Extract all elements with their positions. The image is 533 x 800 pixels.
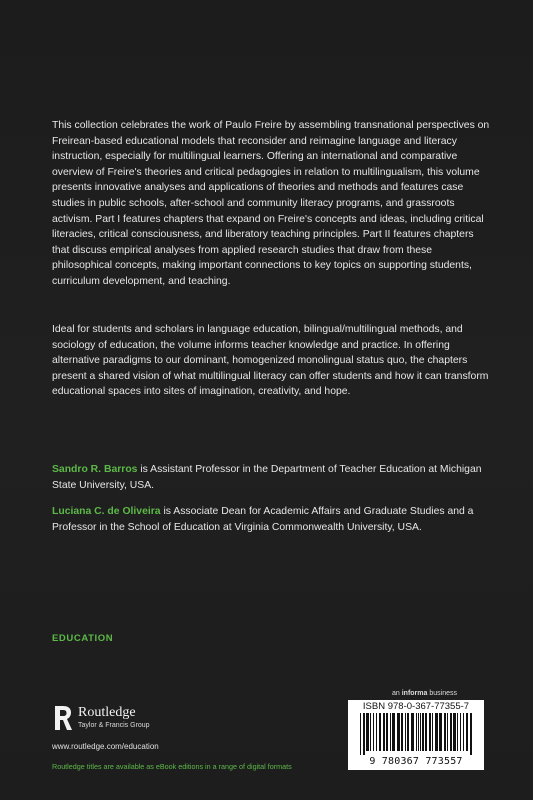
author-bio-2 [52,504,492,535]
barcode-stripe [439,713,442,751]
barcode-stripe [466,713,468,751]
barcode-stripe [390,713,391,751]
author-name-2: Luciana C. de Oliveira [52,506,161,517]
author-name-1: Sandro R. Barros [52,464,138,475]
informa-suffix: business [427,690,457,697]
barcode-stripe [416,713,417,751]
routledge-logo-icon [52,704,72,732]
isbn-label: ISBN 978-0-367-77355-7 [362,701,470,712]
barcode-stripe [457,713,458,751]
barcode-stripe [386,713,388,751]
barcode-stripe [453,713,456,751]
isbn-barcode [348,700,484,770]
informa-brand: informa [401,690,428,697]
barcode-stripe [420,713,421,751]
barcode-stripe [405,713,406,751]
barcode-stripe [425,713,427,751]
description-paragraph-2: Ideal for students and scholars in language education, bilingual/multilingual methods, and sociology of education, the volume informs teacher knowledge and practice. In offering alternative paradigms to our dominant, homogenized monolingual status quo, the chapters present a shared vision of what multilingual literacy can offer students and how it can transform educational spaces into sites of imagination, creativity, and hope. [52,324,489,398]
subject-category: EDUCATION [52,633,114,644]
barcode-stripe [450,713,452,751]
barcode-stripe [429,713,431,751]
author-bio-text-1: is Assistant Professor in the Department of Teacher Education at Michigan State University, USA. [52,464,482,491]
author-bio-text-2: is Associate Dean for Academic Affairs and Graduate Studies and a Professor in the School of Education at Virginia Commonwealth University, USA. [52,506,474,533]
barcode-stripe [432,713,433,751]
barcode-stripe [460,713,461,751]
barcode-stripe [418,713,419,751]
publisher-name: Routledge [78,705,136,720]
barcode-stripe [397,713,400,751]
barcode-stripe [383,713,385,751]
barcode-stripe [444,713,446,751]
barcode-stripe [366,713,369,751]
barcode-digits: 9 780367 773557 [369,756,463,767]
barcode-stripe [463,713,464,751]
barcode-stripe [435,713,438,751]
informa-business-tagline [392,690,457,697]
barcode-stripe [411,713,414,751]
barcode-stripe [470,713,472,755]
barcode-stripe [373,713,374,751]
informa-prefix: an [392,690,402,697]
barcode-stripe [422,713,424,751]
barcode-stripe [447,713,448,751]
barcode-stripe [379,713,381,751]
barcode-stripe [363,713,365,755]
publisher-group: Taylor & Francis Group [78,722,150,729]
barcode-stripe [360,713,361,755]
barcode-stripe [392,713,395,751]
publisher-url[interactable]: www.routledge.com/education [52,742,159,751]
barcode-bars [358,713,474,755]
barcode-stripe [370,713,371,751]
description-paragraph-1: This collection celebrates the work of Paulo Freire by assembling transnational perspectives on Freirean-based educational models that reconsider and reimagine language and literacy instruction, especially for multilingual learners. Offering an international and comparative overview of Freire's theories and critical pedagogies in relation to multilingualism, this volume presents innovative analyses and applications of theories and methods and features case studies in public schools, after-school and community literacy programs, and grassroots activism. Part I features chapters that expand on Freire's concepts and ideas, including critical literacies, critical consciousness, and liberatory teaching principles. Part II features chapters that discuss empirical analyses from applied research studies that draw from these philosophical concepts, making important connections to key topics on supporting students, curriculum development, and teaching. [52,120,490,287]
ebook-footnote: Routledge titles are available as eBook editions in a range of digital formats [52,762,292,771]
barcode-stripe [401,713,403,751]
barcode-stripe [407,713,409,751]
author-bio-1 [52,462,492,493]
barcode-stripe [376,713,377,751]
